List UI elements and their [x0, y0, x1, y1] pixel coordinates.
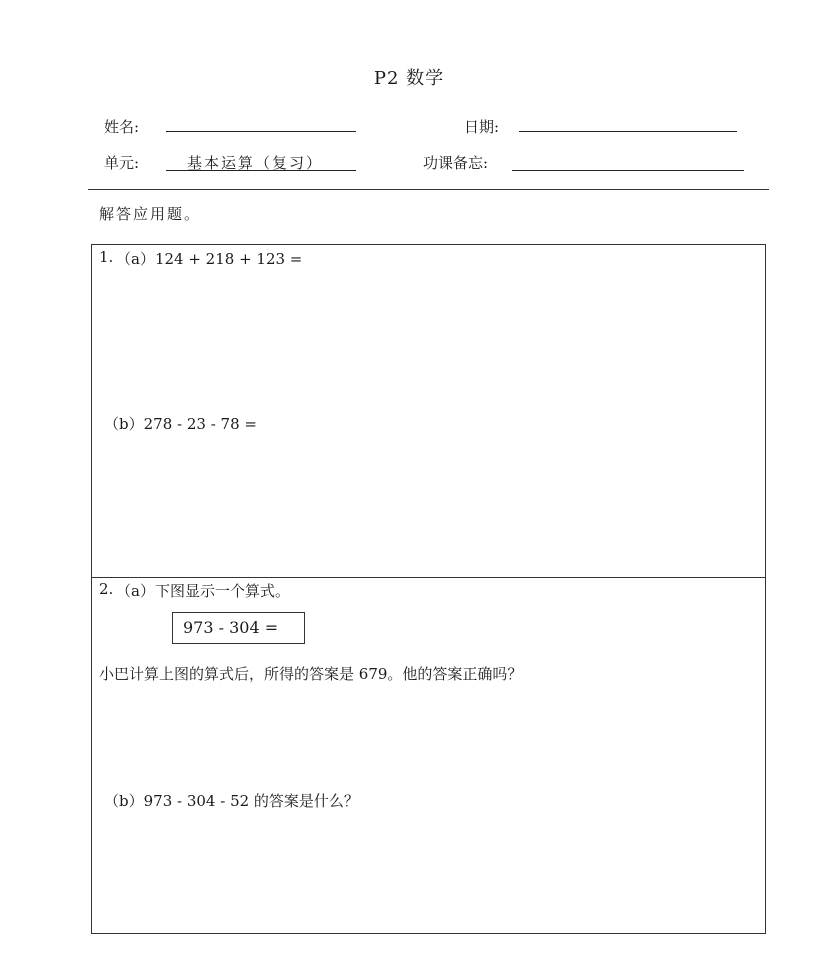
question-1-part-b: （b）278 - 23 - 78 = — [104, 415, 257, 433]
question-2-statement: 小巴计算上图的算式后，所得的答案是 679。他的答案正确吗？ — [99, 665, 523, 683]
header-divider — [88, 189, 769, 190]
question-1-part-a: （a）124 + 218 + 123 = — [116, 250, 303, 268]
date-label: 日期: — [464, 118, 500, 136]
unit-field-line — [166, 170, 356, 171]
question-1-number: 1. — [99, 248, 114, 266]
unit-value: 基本运算（复习） — [187, 154, 324, 172]
instruction-text: 解答应用题。 — [99, 205, 202, 223]
question-2-number: 2. — [99, 580, 114, 598]
homework-field-line[interactable] — [512, 170, 744, 171]
question-2-part-a: （a）下图显示一个算式。 — [116, 582, 290, 600]
name-label: 姓名: — [104, 118, 140, 136]
expression-box: 973 - 304 = — [172, 612, 305, 644]
page-title: P2 数学 — [373, 68, 445, 89]
unit-label: 单元: — [104, 154, 140, 172]
date-field-line[interactable] — [519, 131, 737, 132]
question-2-part-b: （b）973 - 304 - 52 的答案是什么？ — [104, 792, 359, 810]
homework-label: 功课备忘: — [423, 154, 489, 172]
question-1-box — [91, 244, 766, 578]
name-field-line[interactable] — [166, 131, 356, 132]
